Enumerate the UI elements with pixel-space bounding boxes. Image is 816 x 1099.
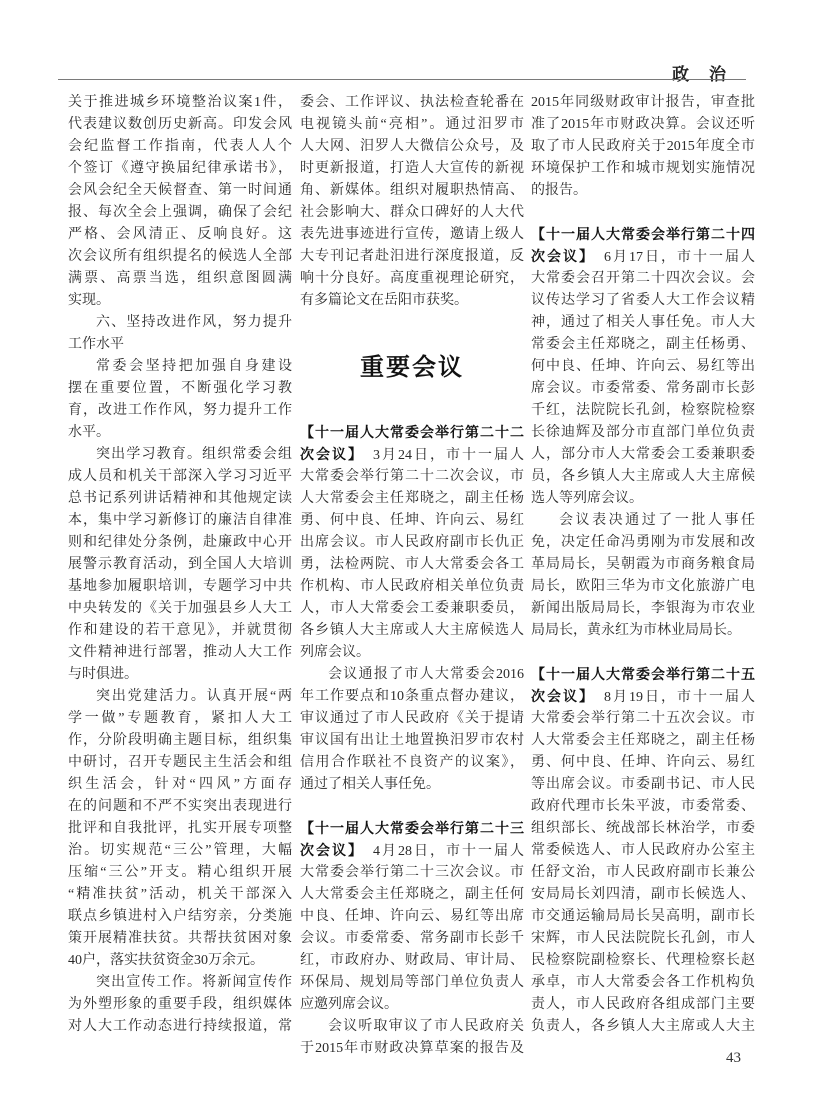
text-line: 会议。市委常委、常务副市长彭千: [300, 931, 524, 946]
section-title: 政治: [672, 65, 746, 85]
text-line: [300, 840, 524, 862]
text-line: 何中良、任坤、许向云、易红等出: [531, 359, 755, 374]
text-line: 作机构、市人民政府相关单位负责: [300, 579, 524, 594]
text-line: 局长，欧阳三华为市文化旅游广电: [531, 579, 755, 594]
text-line: 任舒文治，市人民政府副市长兼公: [531, 865, 755, 880]
text-line: 会议听取审议了市人民政府关: [328, 1019, 524, 1034]
text-line: 大常委会召开第二十四次会议。会: [531, 271, 755, 286]
text-line: 等出席会议。市委副书记、市人民: [531, 777, 755, 792]
text-line: 育，改进工作作风，努力提升工作: [68, 403, 292, 418]
text-line: 会纪监督工作指南，代表人人个: [68, 139, 292, 154]
meeting-title: 【十一届人大常委会举行第二十四: [531, 227, 755, 243]
text-line: 出席会议。市人民政府副市长仇正: [300, 535, 524, 550]
text-line: 安局局长刘四清，副市长候选人、: [531, 887, 755, 902]
text-line: [531, 686, 755, 708]
text-line: 长徐迪辉及部分市直部门单位负责: [531, 425, 755, 440]
text-line: 政府代理市长朱平波，市委常委、: [531, 799, 755, 814]
text-line: 革局局长，吴朝霞为市商务粮食局: [531, 557, 755, 572]
meeting-title-end: 次会议】: [531, 689, 588, 705]
meeting-title-end: 次会议】: [300, 447, 357, 463]
paragraph: [300, 1016, 524, 1060]
text-line: 学一做”专题教育，紧扣人大工: [68, 711, 292, 726]
text-line: 响十分良好。高度重视理论研究，: [300, 271, 524, 286]
paragraph: [531, 92, 755, 202]
text-line: 会议表决通过了一批人事任: [559, 513, 755, 528]
text-line: 人大网、汨罗人大微信公众号，及: [300, 139, 524, 154]
text-line: 联点乡镇进村入户结穷亲，分类施: [68, 909, 292, 924]
text-line: 勇、何中良、任坤、许向云、易红: [300, 513, 524, 528]
text-line: [300, 444, 524, 466]
text-line: 满票、高票当选，组织意图圆满: [68, 271, 292, 286]
text-line: 2015年同级财政审计报告，审查批: [531, 95, 755, 110]
text-line: 信用合作联社不良资产的议案》，: [300, 755, 524, 770]
text-line: 大专刊记者赴汨进行深度报道，反: [300, 249, 524, 264]
text-line: 批评和自我批评，扎实开展专项整: [68, 821, 292, 836]
text-line: 突出学习教育。组织常委会组: [96, 447, 292, 462]
text-line: 神，通过了相关人事任免。市人大: [531, 315, 755, 330]
text-line: [531, 246, 755, 268]
text-line: 人大常委会主任郑晓之，副主任何: [300, 887, 524, 902]
meeting-text: 8月19日，市十一届人: [604, 690, 755, 705]
text-line: 准了2015年市财政决算。会议还听: [531, 117, 755, 132]
text-line: 宋辉，市人民法院院长孔剑，市人: [531, 931, 755, 946]
meeting-title: 【十一届人大常委会举行第二十五: [531, 667, 755, 683]
text-line: 勇，法检两院、市人大常委会各工: [300, 557, 524, 572]
text-column-3: [531, 92, 755, 1038]
text-column-1: [68, 92, 292, 1038]
paragraph: [531, 510, 755, 642]
text-line: 实现。: [68, 293, 110, 308]
text-line: 环保局、规划局等部门单位负责人: [300, 975, 524, 990]
text-line: 取了市人民政府关于2015年度全市: [531, 139, 755, 154]
meeting-entry: [531, 224, 755, 642]
text-line: 人，部分市人大常委会工委兼职委: [531, 447, 755, 462]
section-heading: 重要会议: [360, 353, 464, 381]
meeting-title: 【十一届人大常委会举行第二十三: [300, 821, 524, 837]
text-line: 会风会纪全天候督查、第一时间通: [68, 183, 292, 198]
text-line: 中研讨，召开专题民主生活会和组: [68, 755, 292, 770]
text-line: 报、每次全会上强调，确保了会纪: [68, 205, 292, 220]
text-line: 常委候选人、市人民政府办公室主: [531, 843, 755, 858]
text-line: 承卓，市人大常委会各工作机构负: [531, 975, 755, 990]
text-line: 大常委会举行第二十三次会议。市: [300, 865, 524, 880]
text-line: 严格、会风清正、反响良好。这: [68, 227, 292, 242]
text-line: 市交通运输局局长吴高明，副市长: [531, 909, 755, 924]
text-line: 民检察院副检察长、代理检察长赵: [531, 953, 755, 968]
text-line: 千红，法院院长孔剑，检察院检察: [531, 403, 755, 418]
text-line: 列席会议。: [300, 645, 370, 660]
text-line: 负责人，各乡镇人大主席或人大主: [531, 1019, 755, 1034]
text-line: 通过了相关人事任免。: [300, 777, 440, 792]
text-line: 对人大工作动态进行持续报道，常: [68, 1019, 292, 1034]
text-line: 的报告。: [531, 183, 587, 198]
text-line: 人大常委会主任郑晓之，副主任杨: [300, 491, 524, 506]
text-line: 时更新报道，打造人大宣传的新视: [300, 161, 524, 176]
text-line: 常委会主任郑晓之，副主任杨勇、: [531, 337, 755, 352]
text-line: 40户，落实扶贫资金30万余元。: [68, 953, 264, 968]
text-line: 新闻出版局局长，李银海为市农业: [531, 601, 755, 616]
page-number: 43: [726, 1050, 741, 1066]
text-line: 中央转发的《关于加强县乡人大工: [68, 601, 292, 616]
text-line: 审议国有出让土地置换汨罗市农村: [300, 733, 524, 748]
paragraph: [68, 686, 292, 972]
meeting-text: 6月17日，市十一届人: [604, 250, 755, 265]
text-line: 与时俱进。: [68, 667, 138, 682]
text-line: 本，集中学习新修订的廉洁自律准: [68, 513, 292, 528]
text-line: 审议通过了市人民政府《关于提请: [300, 711, 524, 726]
meeting-entry: [531, 664, 755, 1038]
text-line: 在的问题和不严不实突出表现进行: [68, 799, 292, 814]
text-line: “精准扶贫”活动，机关干部深入: [68, 887, 292, 902]
text-line: 治。切实规范“三公”管理，大幅: [68, 843, 292, 858]
text-line: 展警示教育活动，到全国人大培训: [68, 557, 292, 572]
text-line: 局局长，黄永红为市林业局局长。: [531, 623, 741, 638]
text-line: 红，市政府办、财政局、审计局、: [300, 953, 524, 968]
text-line: 表先进事迹进行宣传，邀请上级人: [300, 227, 524, 242]
text-line: 电视镜头前“亮相”。通过汨罗市: [300, 117, 524, 132]
text-line: 织生活会，针对“四风”方面存: [68, 777, 292, 792]
text-line: 责人，市人民政府各组成部门主要: [531, 997, 755, 1012]
paragraph: [68, 312, 292, 356]
text-line: 大常委会举行第二十二次会议，市: [300, 469, 524, 484]
text-line: 选人等列席会议。: [531, 491, 643, 506]
text-line: 策开展精准扶贫。共帮扶贫困对象: [68, 931, 292, 946]
text-line: 成人员和机关干部深入学习习近平: [68, 469, 292, 484]
paragraph: [300, 92, 524, 312]
text-line: 常委会坚持把加强自身建设: [96, 359, 292, 374]
text-line: 水平。: [68, 425, 110, 440]
text-line: 中良、任坤、许向云、易红等出席: [300, 909, 524, 924]
text-line: 基地参加履职培训，专题学习中共: [68, 579, 292, 594]
text-line: 环境保护工作和城市规划实施情况: [531, 161, 755, 176]
meeting-text: 4月28日，市十一届人: [373, 844, 524, 859]
text-line: 组织部长、统战部长林治学，市委: [531, 821, 755, 836]
text-line: 压缩“三公”开支。精心组织开展: [68, 865, 292, 880]
text-line: 于2015年市财政决算草案的报告及: [300, 1041, 524, 1056]
text-line: 大常委会举行第二十五次会议。市: [531, 711, 755, 726]
paragraph: [68, 444, 292, 686]
text-line: 代表建议数创历史新高。印发会风: [68, 117, 292, 132]
meeting-text: 3月24日，市十一届人: [373, 448, 524, 463]
text-line: 突出党建活力。认真开展“两: [96, 689, 292, 704]
text-line: 总书记系列讲话精神和其他规定读: [68, 491, 292, 506]
text-line: 人，市人大常委会工委兼职委员，: [300, 601, 524, 616]
text-line: 各乡镇人大主席或人大主席候选人: [300, 623, 524, 638]
text-line: 为外塑形象的重要手段，组织媒体: [68, 997, 292, 1012]
text-line: 勇、何中良、任坤、许向云、易红: [531, 755, 755, 770]
paragraph: [68, 356, 292, 444]
meeting-entry: [300, 422, 524, 796]
text-line: 角、新媒体。组织对履职热情高、: [300, 183, 524, 198]
text-line: 议传达学习了省委人大工作会议精: [531, 293, 755, 308]
paragraph: [300, 664, 524, 796]
text-line: 关于推进城乡环境整治议案1件，: [68, 95, 292, 110]
paragraph: [68, 92, 292, 312]
text-column-2: [300, 92, 524, 1060]
text-line: 文件精神进行部署，推动人大工作: [68, 645, 292, 660]
text-line: 则和纪律处分条例，赴廉政中心开: [68, 535, 292, 550]
text-line: 人大常委会主任郑晓之，副主任杨: [531, 733, 755, 748]
text-line: 员，各乡镇人大主席或人大主席候: [531, 469, 755, 484]
text-line: 委会、工作评议、执法检查轮番在: [300, 95, 524, 110]
text-line: 作和建设的若干意见》，并就贯彻: [68, 623, 292, 638]
meeting-title-end: 次会议】: [300, 843, 357, 859]
meeting-entry: [300, 818, 524, 1060]
text-line: 六、坚持改进作风，努力提升: [96, 315, 292, 330]
text-line: 社会影响大、群众口碑好的人大代: [300, 205, 524, 220]
text-line: 作，分阶段明确主题目标，组织集: [68, 733, 292, 748]
text-line: 席会议。市委常委、常务副市长彭: [531, 381, 755, 396]
text-line: 年工作要点和10条重点督办建议，: [300, 689, 524, 704]
text-line: 会议通报了市人大常委会2016: [328, 667, 524, 682]
paragraph: [68, 972, 292, 1038]
meeting-title: 【十一届人大常委会举行第二十二: [300, 425, 524, 441]
text-line: 工作水平: [68, 337, 124, 352]
text-line: 次会议所有组织提名的候选人全部: [68, 249, 292, 264]
text-line: 有多篇论文在岳阳市获奖。: [300, 293, 468, 308]
header-rule: [58, 79, 746, 80]
text-line: 免，决定任命冯勇刚为市发展和改: [531, 535, 755, 550]
text-line: 突出宣传工作。将新闻宣传作: [96, 975, 292, 990]
text-line: 个签订《遵守换届纪律承诺书》，: [68, 161, 292, 176]
text-line: 应邀列席会议。: [300, 997, 398, 1012]
meeting-title-end: 次会议】: [531, 249, 588, 265]
text-line: 摆在重要位置，不断强化学习教: [68, 381, 292, 396]
